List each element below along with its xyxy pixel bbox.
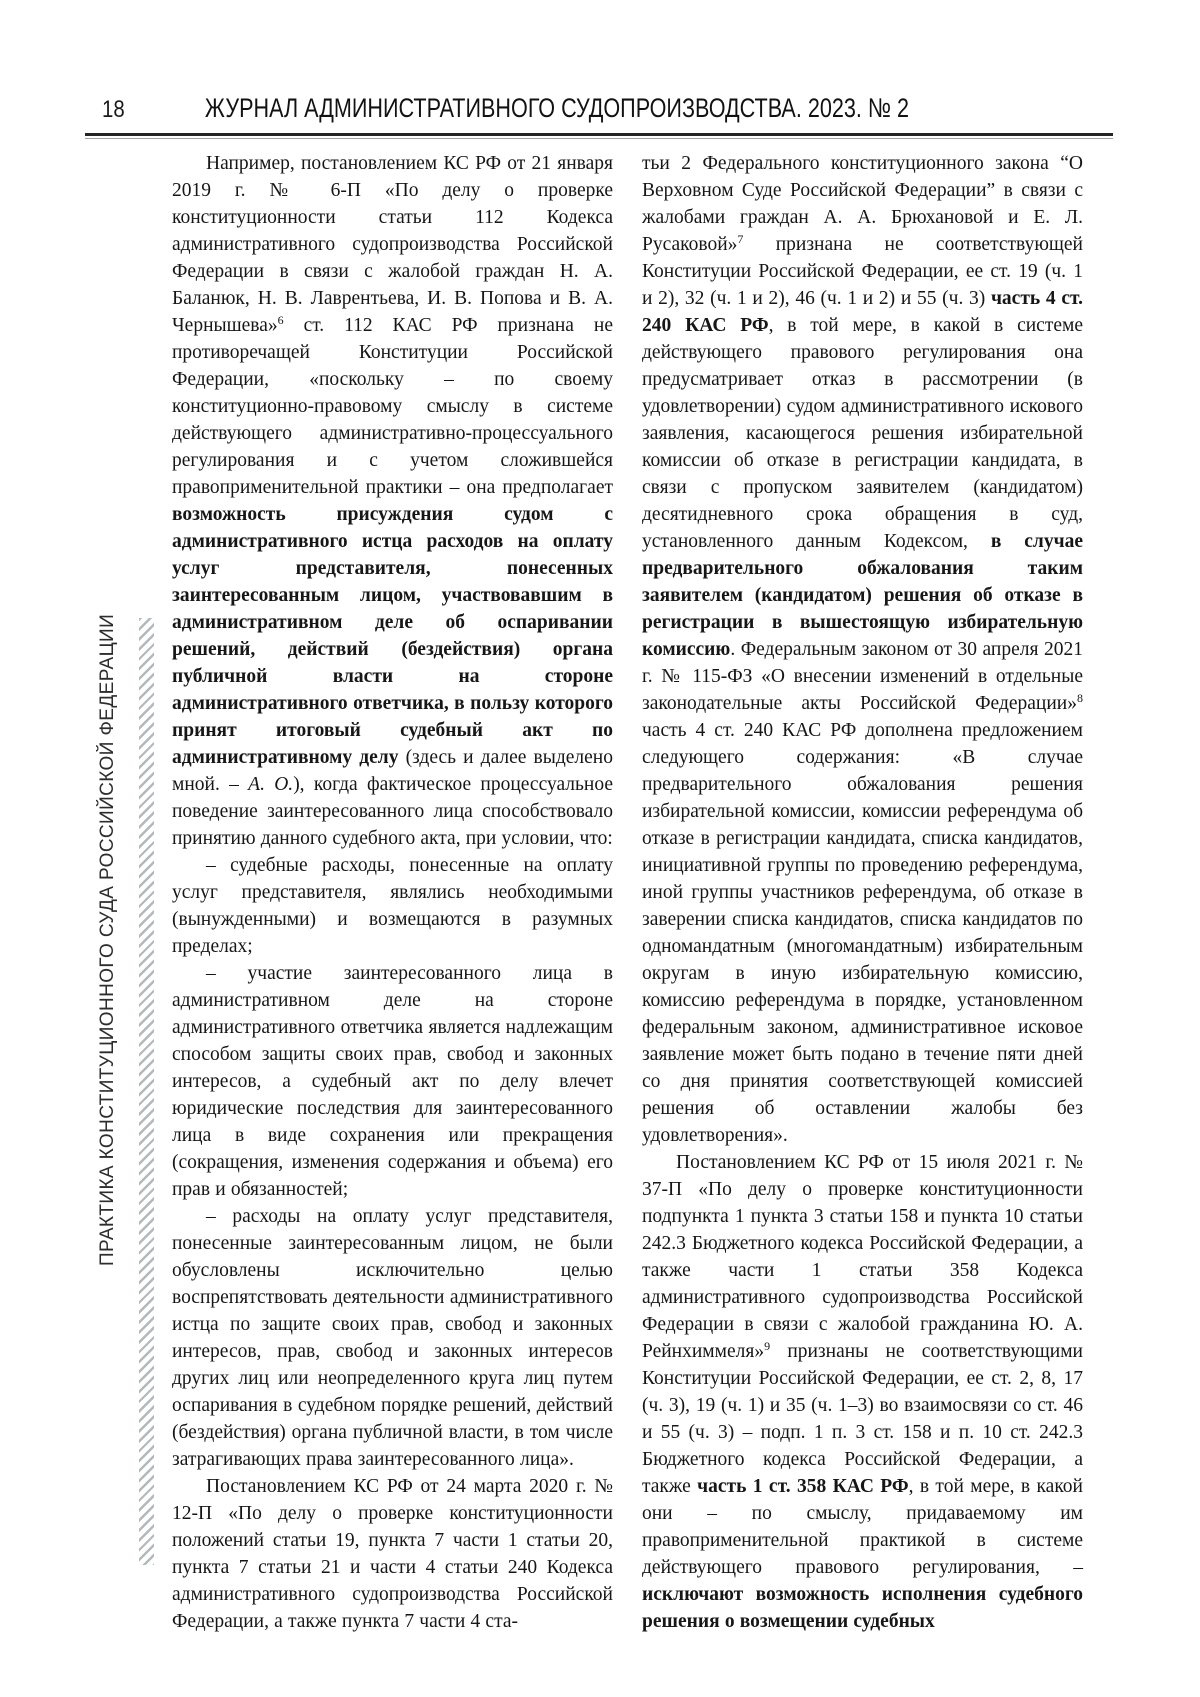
paragraph: Например, постановлением КС РФ от 21 января 2019 г. № 6-П «По делу о проверке конституционности статьи 112 Кодекса административного судопроизводства Российской Федерации в связи с жалобой граждан Н. А. Баланюк, Н. В. Лаврентьева, И. В. Попова и В. А. Чернышева»$^6$ ст. 112 КАС РФ признана не противоречащей Конституции Российской Федерации, «поскольку – по своему конституционно-правовому смыслу в системе действующего административно-процессуального регулирования и с учетом сложившейся правоприменительной практики – она предполагает возможность присуждения судом с административного истца расходов на оплату услуг представителя, понесенных заинтересованным лицом, участвовавшим в административном деле об оспаривании решений, действий (бездействия) органа публичной власти на стороне административного ответчика, в пользу которого принят итоговый судебный акт по административному делу (здесь и далее выделено мной. – А. О.), когда фактическое процессуальное поведение заинтересованного лица способствовало принятию данного судебного акта, при условии, что: — [172, 153, 614, 849]
paragraph: Постановлением КС РФ от 24 марта 2020 г. № 12-П «По делу о проверке конституционности положений статьи 19, пункта 7 части 1 статьи 20, пункта 7 статьи 21 и части 4 статьи 240 Кодекса административного судопроизводства Российской Федерации, а также пункта 7 части 4 ста- — [172, 1476, 613, 1632]
paragraph: тьи 2 Федерального конституционного закона “О Верховном Суде Российской Федерации” в связи с жалобами граждан А. А. Брюхановой и Е. Л. Русаковой»$^7$ признана не соответствующей Конституции Российской Федерации, ее ст. 19 (ч. 1 и 2), 32 (ч. 1 и 2), 46 (ч. 1 и 2) и 55 (ч. 3) часть 4 ст. 240 КАС РФ, в той мере, в какой в системе действующего правового регулирования она предусматривает отказ в рассмотрении (в удовлетворении) судом административного искового заявления, касающегося решения избирательной комиссии об отказе в регистрации кандидата, в связи с пропуском заявителем (кандидатом) десятидневного срока обращения в суд, установленного данным Кодексом, в случае предварительного обжалования таким заявителем (кандидатом) решения об отказе в регистрации в вышестоящую избирательную комиссию. Федеральным законом от 30 апреля 2021 г. № 115-ФЗ «О внесении изменений в отдельные законодательные акты Российской Федерации»$^8$ часть 4 ст. 240 КАС РФ дополнена предложением следующего содержания: «В случае предварительного обжалования решения избирательной комиссии, комиссии референдума об отказе в регистрации кандидата, списка кандидатов, инициативной группы по проведению референдума, иной группы участников референдума, об отказе в заверении списка кандидатов, списка кандидатов по одномандатным (многомандатным) избирательным округам в иную избирательную комиссию, комиссию референдума в порядке, установленном федеральным законом, административное исковое заявление может быть подано в течение пяти дней со дня принятия соответствующей комиссией решения об оставлении жалобы без удовлетворения». — [642, 153, 1083, 1146]
section-sidebar-label: ПРАКТИКА КОНСТИТУЦИОННОГО СУДА РОССИЙСКОЙ ФЕДЕРАЦИИ — [97, 613, 118, 1266]
left-column — [172, 150, 613, 1635]
paragraph: – расходы на оплату услуг представителя, понесенные заинтересованным лицом, не были обусловлены исключительно целью воспрепятствовать деятельности административного истца по защите своих прав, свобод и законных интересов, прав, свобод и законных интересов других лиц или неопределенного круга лиц путем оспаривания в судебном порядке решений, действий (бездействия) органа публичной власти, в том числе затрагивающих права заинтересованного лица». — [172, 1206, 613, 1470]
article-body — [172, 150, 1083, 1635]
paragraph: – судебные расходы, понесенные на оплату услуг представителя, являлись необходимыми (вынужденными) и возмещаются в разумных пределах; — [172, 855, 613, 957]
header-rule — [85, 133, 1113, 139]
paragraph: – участие заинтересованного лица в административном деле на стороне административного ответчика является надлежащим способом защиты своих прав, свобод и законных интересов, а судебный акт по делу влечет юридические последствия для заинтересованного лица в виде сохранения или прекращения (сокращения, изменения содержания и объема) его прав и обязанностей; — [172, 963, 613, 1200]
right-column — [642, 150, 1083, 1635]
journal-header-title: ЖУРНАЛ АДМИНИСТРАТИВНОГО СУДОПРОИЗВОДСТВА. 2023. № 2 — [204, 93, 910, 123]
page-number: 18 — [102, 96, 125, 123]
sidebar-hatch-pattern — [139, 618, 154, 1565]
paragraph: Постановлением КС РФ от 15 июля 2021 г. № 37-П «По делу о проверке конституционности подпункта 1 пункта 3 статьи 158 и пункта 10 статьи 242.3 Бюджетного кодекса Российской Федерации, а также части 1 статьи 358 Кодекса административного судопроизводства Российской Федерации в связи с жалобой гражданина Ю. А. Рейнхиммеля»$^9$ признаны не соответствующими Конституции Российской Федерации, ее ст. 2, 8, 17 (ч. 3), 19 (ч. 1) и 35 (ч. 1–3) во взаимосвязи со ст. 46 и 55 (ч. 3) – подп. 1 п. 3 ст. 158 и п. 10 ст. 242.3 Бюджетного кодекса Российской Федерации, а также часть 1 ст. 358 КАС РФ, в той мере, в какой они – по смыслу, придаваемому им правоприменительной практикой в системе действующего правового регулирования, – исключают возможность исполнения судебного решения о возмещении судебных — [642, 1152, 1083, 1632]
